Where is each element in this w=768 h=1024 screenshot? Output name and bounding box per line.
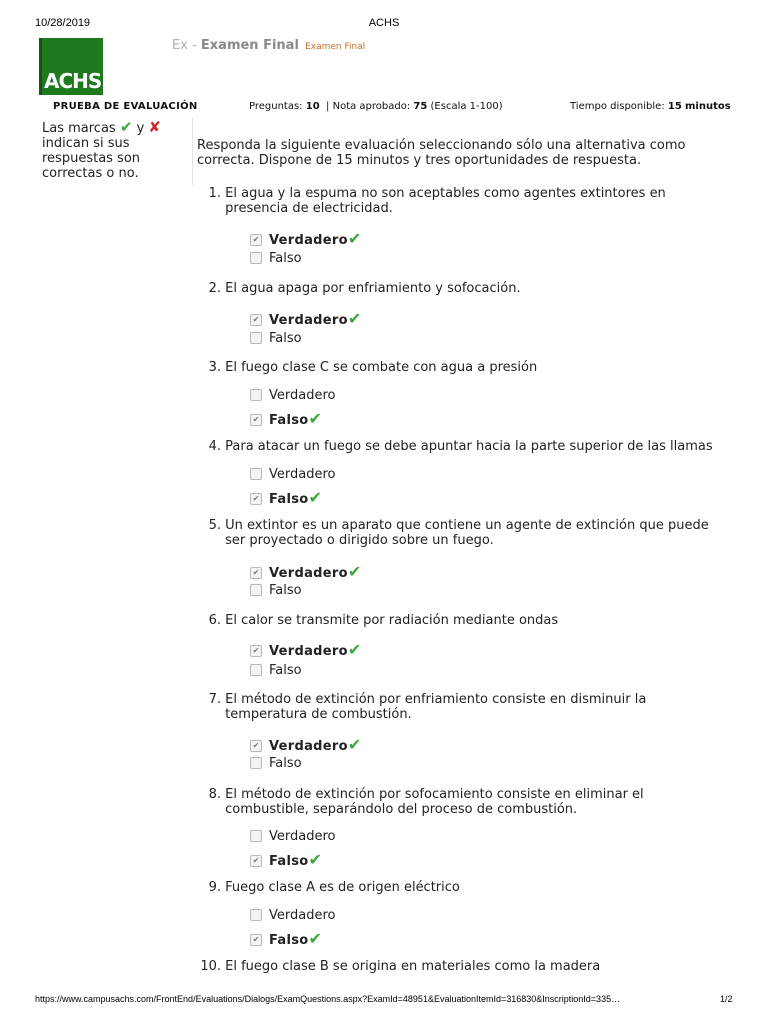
print-title: ACHS — [368, 17, 400, 29]
checkbox[interactable] — [250, 389, 262, 401]
question-6 — [197, 613, 737, 628]
question-text: Para atacar un fuego se debe apuntar hacia la parte superior de las llamas — [225, 439, 713, 454]
legend-text-2: indican si sus respuestas son correctas o no. — [42, 136, 141, 181]
question-text: Un extintor es un aparato que contiene un agente de extinción que puede ser proyectado o dirigido sobre un fuego. — [225, 518, 709, 548]
checkbox-checked[interactable]: ✔ — [250, 234, 262, 246]
preguntas-value: 10 — [305, 101, 320, 112]
preguntas-label: Preguntas: — [249, 101, 303, 112]
q6-option-verdadero[interactable] — [250, 641, 361, 659]
question-text: El calor se transmite por radiación mediante ondas — [225, 613, 559, 628]
q3-option-falso[interactable] — [250, 410, 322, 428]
checkbox-checked[interactable]: ✔ — [250, 934, 262, 946]
legend-text-1: Las marcas — [42, 121, 116, 136]
correct-check-icon: ✔ — [347, 640, 362, 659]
tiempo-info — [570, 101, 731, 112]
correct-check-icon: ✔ — [347, 735, 362, 754]
checkbox[interactable] — [250, 332, 262, 344]
option-label: Verdadero — [269, 388, 336, 403]
correct-check-icon: ✔ — [308, 409, 322, 428]
checkbox-checked[interactable]: ✔ — [250, 645, 262, 657]
question-number: 3. — [208, 360, 221, 375]
q2-option-verdadero[interactable] — [250, 310, 361, 328]
legend-note — [42, 120, 172, 181]
question-number: 8. — [208, 787, 221, 802]
option-label: Verdadero — [269, 566, 348, 581]
checkbox-checked[interactable]: ✔ — [250, 855, 262, 867]
option-label: Falso — [269, 663, 302, 678]
legend-y: y — [136, 121, 145, 136]
q3-option-verdadero[interactable] — [250, 387, 335, 405]
option-label: Verdadero — [269, 739, 348, 754]
option-label: Falso — [269, 933, 309, 948]
question-8 — [197, 787, 737, 817]
checkbox[interactable] — [250, 664, 262, 676]
exam-separator: - — [192, 38, 197, 53]
correct-check-icon: ✔ — [347, 309, 362, 328]
checkbox-checked[interactable]: ✔ — [250, 740, 262, 752]
question-number: 7. — [208, 692, 221, 707]
tiempo-value: 15 — [667, 101, 682, 112]
q1-option-falso[interactable] — [250, 250, 302, 268]
check-mark-icon: ✔ — [119, 118, 133, 136]
info-separator: | — [326, 101, 330, 112]
option-label: Verdadero — [269, 908, 336, 923]
question-text: El fuego clase B se origina en materiales como la madera — [225, 959, 601, 974]
page-number: 1/2 — [720, 994, 733, 1004]
question-3 — [197, 360, 737, 375]
q5-option-falso[interactable] — [250, 582, 302, 600]
question-number: 1. — [208, 186, 221, 201]
correct-check-icon: ✔ — [308, 929, 322, 948]
question-number: 9. — [208, 880, 221, 895]
question-7 — [197, 692, 737, 722]
checkbox-checked[interactable]: ✔ — [250, 314, 262, 326]
question-text: El agua y la espuma no son aceptables como agentes extintores en presencia de electricidad. — [225, 186, 666, 216]
escala-label: (Escala 1-100) — [430, 101, 503, 112]
q9-option-falso[interactable] — [250, 930, 322, 948]
instructions: Responda la siguiente evaluación seleccionando sólo una alternativa como correcta. Dispone de 15 minutos y tres oportunidades de respuesta. — [197, 138, 686, 168]
option-label: Falso — [269, 583, 302, 598]
checkbox[interactable] — [250, 468, 262, 480]
correct-check-icon: ✔ — [308, 850, 322, 869]
option-label: Falso — [269, 413, 309, 428]
exam-subtitle: Examen Final — [305, 42, 366, 52]
option-label: Falso — [269, 756, 302, 771]
prueba-label: PRUEBA DE EVALUACIÓN — [53, 101, 198, 112]
option-label: Falso — [269, 251, 302, 266]
nota-value: 75 — [413, 101, 428, 112]
achs-logo — [39, 38, 103, 95]
logo-text: ACHS — [44, 69, 102, 93]
q8-option-falso[interactable] — [250, 851, 322, 869]
question-4 — [197, 439, 737, 454]
q2-option-falso[interactable] — [250, 330, 302, 348]
q4-option-falso[interactable] — [250, 489, 322, 507]
sidebar-divider — [192, 117, 193, 185]
checkbox[interactable] — [250, 830, 262, 842]
q7-option-falso[interactable] — [250, 755, 302, 773]
exam-title — [172, 38, 365, 53]
checkbox[interactable] — [250, 909, 262, 921]
question-number: 4. — [208, 439, 221, 454]
checkbox[interactable] — [250, 252, 262, 264]
checkbox[interactable] — [250, 584, 262, 596]
question-5 — [197, 518, 737, 548]
option-label: Verdadero — [269, 313, 348, 328]
exam-prefix: Ex — [172, 38, 188, 53]
checkbox-checked[interactable]: ✔ — [250, 414, 262, 426]
correct-check-icon: ✔ — [347, 562, 362, 581]
print-url: https://www.campusachs.com/FrontEnd/Evaluations/Dialogs/ExamQuestions.aspx?ExamId=48951&EvaluationItemId=316830&InscriptionId=335… — [35, 994, 621, 1004]
q9-option-verdadero[interactable] — [250, 907, 335, 925]
question-text: El método de extinción por enfriamiento consiste en disminuir la temperatura de combustión. — [225, 692, 647, 722]
question-1 — [197, 186, 737, 216]
q6-option-falso[interactable] — [250, 662, 302, 680]
question-number: 10. — [200, 959, 221, 974]
question-text: El agua apaga por enfriamiento y sofocación. — [225, 281, 521, 296]
correct-check-icon: ✔ — [347, 229, 362, 248]
question-2 — [197, 281, 737, 296]
checkbox-checked[interactable]: ✔ — [250, 567, 262, 579]
question-text: Fuego clase A es de origen eléctrico — [225, 880, 460, 895]
question-text: El método de extinción por sofocamiento consiste en eliminar el combustible, separándolo del proceso de combustión. — [225, 787, 644, 817]
option-label: Falso — [269, 331, 302, 346]
q8-option-verdadero[interactable] — [250, 828, 335, 846]
exam-info — [249, 101, 503, 112]
question-number: 5. — [208, 518, 221, 533]
checkbox[interactable] — [250, 757, 262, 769]
q7-option-verdadero[interactable] — [250, 736, 361, 754]
option-label: Verdadero — [269, 829, 336, 844]
q5-option-verdadero[interactable] — [250, 563, 361, 581]
question-text: El fuego clase C se combate con agua a presión — [225, 360, 538, 375]
q4-option-verdadero[interactable] — [250, 466, 335, 484]
correct-check-icon: ✔ — [308, 488, 322, 507]
question-10 — [197, 959, 737, 974]
q1-option-verdadero[interactable] — [250, 230, 361, 248]
option-label: Verdadero — [269, 467, 336, 482]
tiempo-label: Tiempo disponible: — [570, 101, 665, 112]
tiempo-unit: minutos — [684, 101, 731, 112]
checkbox-checked[interactable]: ✔ — [250, 493, 262, 505]
option-label: Falso — [269, 854, 309, 869]
question-9 — [197, 880, 737, 895]
question-number: 2. — [208, 281, 221, 296]
exam-name: Examen Final — [200, 38, 299, 53]
question-number: 6. — [208, 613, 221, 628]
x-mark-icon: ✘ — [148, 118, 161, 136]
option-label: Falso — [269, 492, 309, 507]
option-label: Verdadero — [269, 644, 348, 659]
option-label: Verdadero — [269, 233, 348, 248]
nota-label: Nota aprobado: — [332, 101, 411, 112]
print-date: 10/28/2019 — [35, 17, 91, 29]
